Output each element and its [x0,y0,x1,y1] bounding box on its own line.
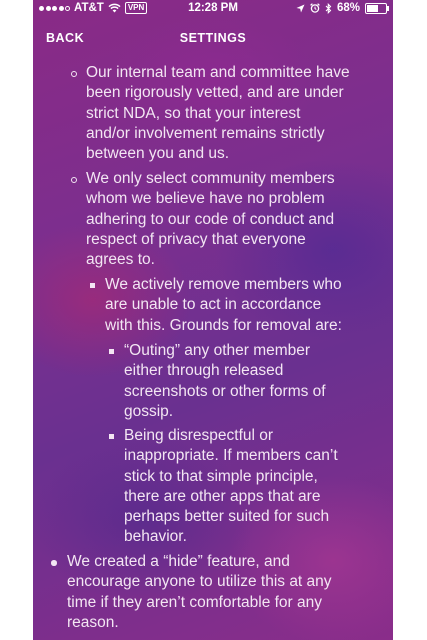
square-bullet-icon [109,434,114,439]
status-right [296,2,387,14]
bluetooth-icon [325,3,332,14]
nav-bar [33,18,393,60]
back-button[interactable]: BACK [46,31,85,45]
alarm-clock-icon [310,3,320,13]
location-arrow-icon [296,4,305,13]
list-item-text: We created a “hide” feature, and encourage anyone to utilize this at any time if they aren’t comfortable for any reason. [67,553,332,631]
square-bullet-icon [109,349,114,354]
list-item-text: “Outing” any other member either through released screenshots or other forms of gossip. [124,342,326,420]
battery-fill [367,5,378,12]
vpn-badge: VPN [125,2,147,14]
circle-bullet-icon [71,177,77,183]
list-item-text: Being disrespectful or inappropriate. If members can’t stick to that simple principle, there are other apps that are perhaps better suited for such behavior. [124,427,338,546]
disc-bullet-icon [51,560,57,566]
list-item-text: We actively remove members who are unable to act in accordance with this. Grounds for removal are: [105,276,342,334]
status-bar [33,0,393,18]
square-bullet-icon [90,283,95,288]
status-time: 12:28 PM [188,2,238,14]
battery-percent: 68% [336,2,360,14]
app-screen [33,0,393,640]
battery-icon [365,3,387,14]
list-item-text: We only select community members whom we believe have no problem adhering to our code of conduct and respect of privacy that everyone agrees to. [86,170,335,269]
page-title: SETTINGS [179,31,247,45]
circle-bullet-icon [71,71,77,77]
carrier-label: AT&T [74,2,104,14]
list-item-text: Our internal team and committee have been rigorously vetted, and are under strict NDA, so that your interest and/or involvement remains strictly between you and us. [86,64,350,163]
